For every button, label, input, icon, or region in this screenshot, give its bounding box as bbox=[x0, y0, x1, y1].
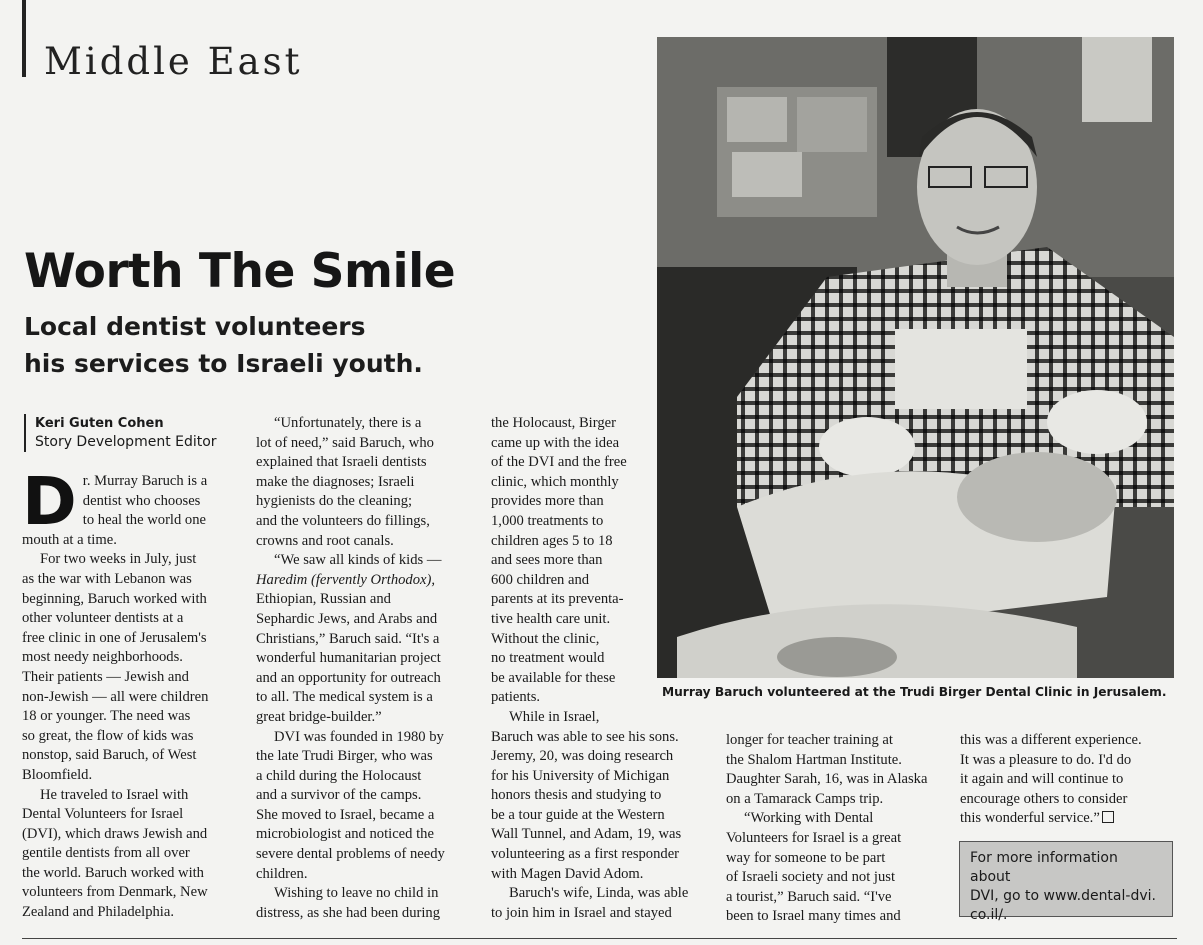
text-line: children ages 5 to 18 bbox=[491, 532, 613, 549]
subhead-line: Local dentist volunteers bbox=[24, 312, 366, 341]
text-line: encourage others to consider bbox=[960, 790, 1128, 807]
info-box bbox=[959, 841, 1173, 923]
text-line: be a tour guide at the Western bbox=[491, 806, 665, 823]
text-line: children. bbox=[256, 865, 308, 882]
byline bbox=[24, 414, 217, 452]
text-line: and an opportunity for outreach bbox=[256, 669, 441, 686]
text-line: honors thesis and studying to bbox=[491, 787, 662, 804]
text-line: nonstop, said Baruch, of West bbox=[22, 747, 197, 764]
text-line: lot of need,” said Baruch, who bbox=[256, 434, 434, 451]
text-line: Haredim (fervently Orthodox), bbox=[256, 571, 435, 588]
text-line bbox=[960, 809, 1175, 829]
text-line: r. Murray Baruch is a bbox=[82, 473, 208, 489]
drop-cap: D bbox=[22, 463, 77, 540]
text-line: Without the clinic, bbox=[491, 630, 600, 647]
text-line-end: this wonderful service.” bbox=[960, 810, 1100, 827]
text-line: He traveled to Israel with bbox=[40, 786, 189, 803]
text-line: to heal the world one bbox=[82, 512, 206, 529]
text-line: Wishing to leave no child in bbox=[274, 885, 439, 902]
text-line: a tourist,” Baruch said. “I've bbox=[726, 888, 892, 905]
text-line: this was a different experience. bbox=[960, 732, 1142, 748]
text-line: to all. The medical system is a bbox=[256, 689, 433, 706]
text-line: “Unfortunately, there is a bbox=[274, 415, 422, 431]
text-line: free clinic in one of Jerusalem's bbox=[22, 629, 207, 646]
info-box-line: co.il/. bbox=[970, 907, 1008, 923]
text-line: microbiologist and noticed the bbox=[256, 826, 434, 843]
text-line: Jeremy, 20, was doing research bbox=[491, 748, 674, 765]
article-column-4 bbox=[726, 731, 946, 927]
text-line: Ethiopian, Russian and bbox=[256, 591, 391, 608]
text-line: the world. Baruch worked with bbox=[22, 864, 204, 881]
text-line: tive health care unit. bbox=[491, 610, 611, 627]
text-line: make the diagnoses; Israeli bbox=[256, 473, 415, 490]
text-line: beginning, Baruch worked with bbox=[22, 590, 207, 607]
headline: Worth The Smile bbox=[24, 244, 456, 299]
article-column-2 bbox=[256, 414, 476, 923]
photo-illustration bbox=[657, 37, 1174, 678]
text-line: gentile dentists from all over bbox=[22, 845, 190, 862]
text-line: and sees more than bbox=[491, 552, 603, 569]
section-title: Middle East bbox=[44, 40, 303, 83]
text-line: clinic, which monthly bbox=[491, 473, 619, 490]
text-line: Bloomfield. bbox=[22, 766, 93, 783]
text-line: way for someone to be part bbox=[726, 849, 886, 866]
text-line: It was a pleasure to do. I'd do bbox=[960, 751, 1132, 768]
photo-caption: Murray Baruch volunteered at the Trudi Birger Dental Clinic in Jerusalem. bbox=[662, 685, 1167, 699]
text-line: She moved to Israel, became a bbox=[256, 806, 435, 823]
text-line: as the war with Lebanon was bbox=[22, 570, 192, 587]
text-line: explained that Israeli dentists bbox=[256, 454, 427, 471]
text-line: came up with the idea bbox=[491, 434, 620, 451]
text-line: non-Jewish — all were children bbox=[22, 688, 209, 705]
text-line: volunteering as a first responder bbox=[491, 846, 680, 863]
text-line: DVI was founded in 1980 by bbox=[274, 728, 444, 745]
text-line: patients. bbox=[491, 689, 541, 706]
text-line: 18 or younger. The need was bbox=[22, 708, 191, 725]
text-line: for his University of Michigan bbox=[491, 767, 670, 784]
end-mark-icon bbox=[1102, 811, 1114, 823]
text-line: mouth at a time. bbox=[22, 531, 117, 548]
text-line: Baruch's wife, Linda, was able bbox=[509, 885, 689, 902]
subhead-line: his services to Israeli youth. bbox=[24, 349, 423, 378]
text-line: and a survivor of the camps. bbox=[256, 787, 422, 804]
text-line: crowns and root canals. bbox=[256, 532, 394, 549]
text-line: the late Trudi Birger, who was bbox=[256, 748, 433, 765]
text-line: Christians,” Baruch said. “It's a bbox=[256, 630, 440, 647]
text-line: Volunteers for Israel is a great bbox=[726, 829, 902, 846]
section-rule bbox=[22, 0, 26, 77]
text-line: the Holocaust, Birger bbox=[491, 415, 616, 431]
text-line: Zealand and Philadelphia. bbox=[22, 904, 174, 921]
text-line: Daughter Sarah, 16, was in Alaska bbox=[726, 771, 928, 788]
text-line: 600 children and bbox=[491, 571, 590, 588]
text-line: dentist who chooses bbox=[82, 492, 201, 509]
article-column-1 bbox=[22, 463, 237, 923]
text-line: it again and will continue to bbox=[960, 771, 1124, 788]
text-line: For two weeks in July, just bbox=[40, 551, 197, 568]
text-line: to join him in Israel and stayed bbox=[491, 904, 672, 921]
text-line: been to Israel many times and bbox=[726, 908, 901, 925]
text-line: of the DVI and the free bbox=[491, 454, 627, 471]
text-line: wonderful humanitarian project bbox=[256, 650, 441, 667]
text-line: Dental Volunteers for Israel bbox=[22, 806, 184, 823]
text-line: hygienists do the cleaning; bbox=[256, 493, 413, 510]
byline-author: Keri Guten Cohen bbox=[35, 416, 164, 431]
text-line: the Shalom Hartman Institute. bbox=[726, 751, 902, 768]
text-line: (DVI), which draws Jewish and bbox=[22, 825, 208, 842]
text-line: Baruch was able to see his sons. bbox=[491, 728, 679, 745]
text-line: longer for teacher training at bbox=[726, 732, 893, 748]
byline-title: Story Development Editor bbox=[35, 434, 217, 450]
subhead bbox=[24, 308, 464, 382]
text-line: parents at its preventa- bbox=[491, 591, 624, 608]
bottom-rule bbox=[22, 938, 1177, 939]
text-line: with Magen David Adom. bbox=[491, 865, 644, 882]
text-line: other volunteer dentists at a bbox=[22, 610, 184, 627]
text-line: and the volunteers do fillings, bbox=[256, 512, 430, 529]
photo-dentist bbox=[657, 37, 1174, 678]
text-line: “We saw all kinds of kids — bbox=[274, 552, 442, 569]
text-line: Their patients — Jewish and bbox=[22, 668, 189, 685]
text-line: so great, the flow of kids was bbox=[22, 727, 194, 744]
text-line: be available for these bbox=[491, 669, 616, 686]
text-line: great bridge-builder.” bbox=[256, 708, 382, 725]
text-line: “Working with Dental bbox=[744, 810, 874, 827]
text-line: a child during the Holocaust bbox=[256, 767, 422, 784]
text-line: While in Israel, bbox=[509, 708, 600, 725]
article-column-5 bbox=[960, 731, 1175, 829]
text-line: Wall Tunnel, and Adam, 19, was bbox=[491, 826, 682, 843]
text-line: volunteers from Denmark, New bbox=[22, 884, 208, 901]
text-line: of Israeli society and not just bbox=[726, 869, 896, 886]
text-line: provides more than bbox=[491, 493, 604, 510]
info-box-line: DVI, go to www.dental-dvi. bbox=[970, 888, 1156, 904]
text-line: distress, as she had been during bbox=[256, 904, 441, 921]
text-line: 1,000 treatments to bbox=[491, 512, 604, 529]
text-line: Sephardic Jews, and Arabs and bbox=[256, 610, 438, 627]
text-line: no treatment would bbox=[491, 650, 605, 667]
text-line: most needy neighborhoods. bbox=[22, 649, 183, 666]
text-line: on a Tamarack Camps trip. bbox=[726, 790, 884, 807]
text-line: severe dental problems of needy bbox=[256, 846, 445, 863]
info-box-line: For more information about bbox=[970, 850, 1118, 885]
